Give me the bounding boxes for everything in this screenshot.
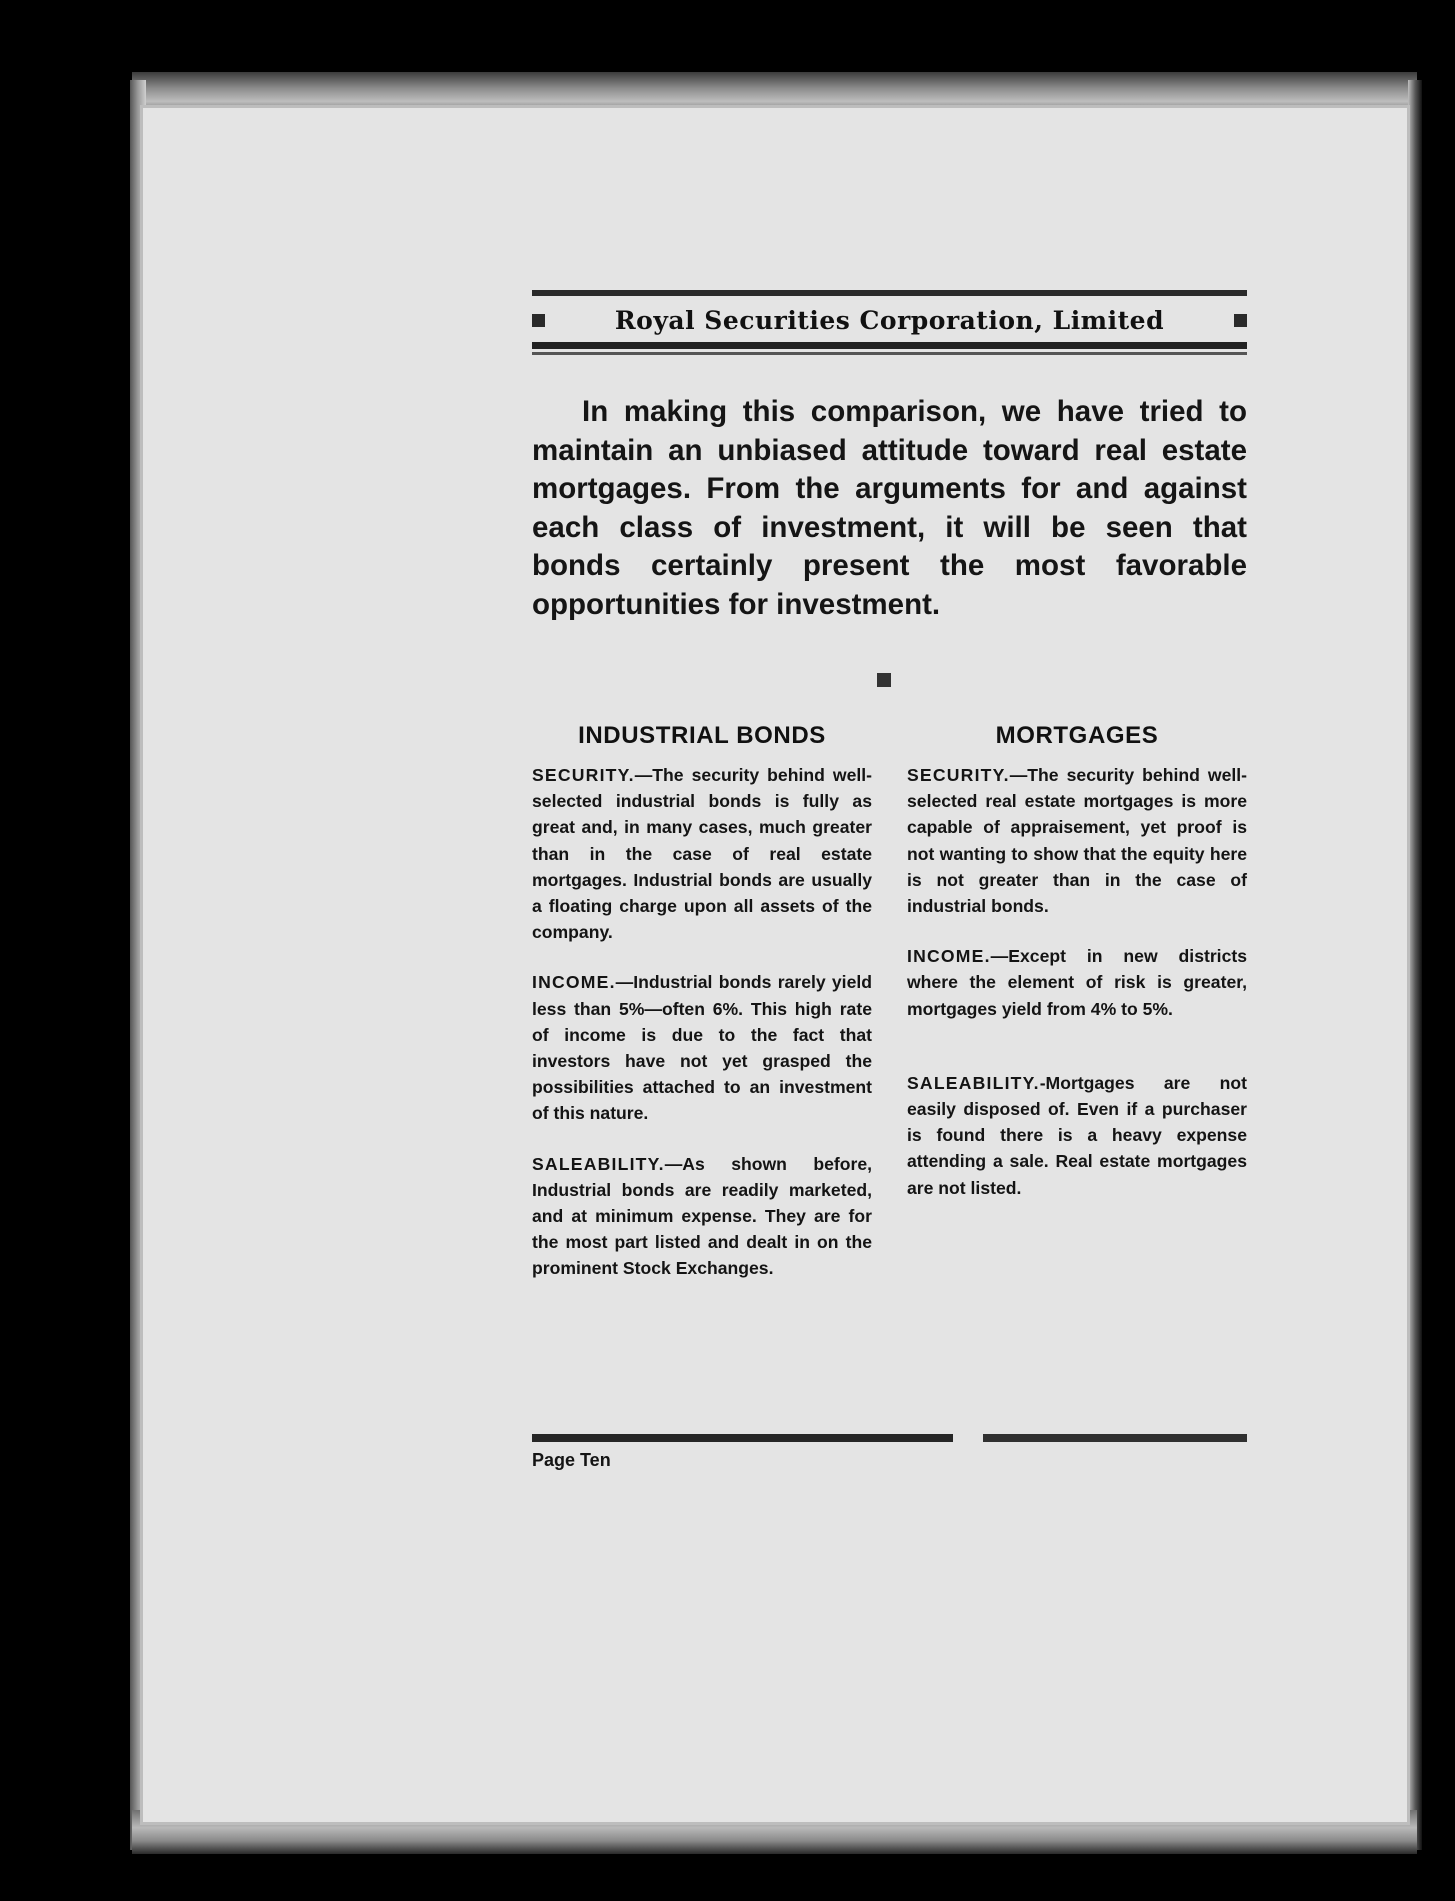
letterhead-bottom-rule-thin: [532, 352, 1247, 355]
letterhead: [532, 290, 1247, 355]
column-industrial-bonds: [532, 722, 872, 1306]
footer-rule-right: [983, 1434, 1247, 1442]
scan-border-right: [1408, 80, 1422, 1850]
column-heading: INDUSTRIAL BONDS: [578, 722, 826, 749]
section-lead: SECURITY.: [532, 765, 635, 785]
letterhead-bottom-rule: [532, 342, 1247, 349]
section-income: [532, 969, 872, 1126]
square-ornament-icon: [877, 673, 891, 687]
page-number: Page Ten: [532, 1450, 611, 1470]
square-ornament-icon: [1234, 314, 1247, 327]
section-lead: INCOME.: [907, 946, 991, 967]
column-mortgages: [907, 722, 1247, 1306]
intro-paragraph: In making this comparison, we have tried to maintain an unbiased attitude toward real estate mortgages. From the arguments for and against each class of investment, it will be seen that bonds certainly present the most favorable opportunities for investment.: [532, 395, 1247, 621]
section-text: —The security behind well-selected real estate mortgages is more capable of appraisement, yet proof is not wanting to show that the equity here is not greater than in the case of industrial bonds.: [907, 765, 1247, 917]
page-content: [532, 290, 1247, 1470]
section-security: [907, 762, 1247, 919]
section-lead: INCOME.: [532, 972, 616, 993]
section-lead: SECURITY.: [907, 765, 1010, 785]
section-saleability: [907, 1070, 1247, 1201]
section-text: —Industrial bonds rarely yield less than 5%—often 6%. This high rate of income is due to the fact that investors have not yet grasped the possibilities attached to an investment of this nature.: [532, 972, 872, 1124]
section-text: —As shown before, Industrial bonds are readily marketed, and at minimum expense. They are for the most part listed and dealt in on the prominent Stock Exchanges.: [532, 1153, 872, 1279]
section-income: [907, 943, 1247, 1022]
section-lead: SALEABILITY.: [532, 1153, 665, 1174]
comparison-columns: [532, 722, 1247, 1306]
column-heading: MORTGAGES: [995, 722, 1159, 749]
letterhead-band: [532, 300, 1247, 340]
section-text: —Except in new districts where the element of risk is greater, mortgages yield from 4% to 5%.: [907, 946, 1247, 1019]
page-footer: [532, 1434, 1247, 1471]
section-text: -Mortgages are not easily disposed of. Even if a purchaser is found there is a heavy expense attending a sale. Real estate mortgages are not listed.: [907, 1072, 1247, 1198]
section-security: [532, 762, 872, 945]
section-text: —The security behind well-selected industrial bonds is fully as great and, in many cases, much greater than in the case of real estate mortgages. Industrial bonds are usually a floating charge upon all assets of the company.: [532, 765, 872, 943]
square-ornament-icon: [532, 314, 545, 327]
letterhead-title: Royal Securities Corporation, Limited: [614, 305, 1165, 335]
footer-rule-left: [532, 1434, 953, 1442]
section-saleability: [532, 1151, 872, 1282]
section-lead: SALEABILITY.: [907, 1072, 1040, 1093]
footer-rule: [532, 1434, 1247, 1442]
letterhead-top-rule: [532, 290, 1247, 296]
